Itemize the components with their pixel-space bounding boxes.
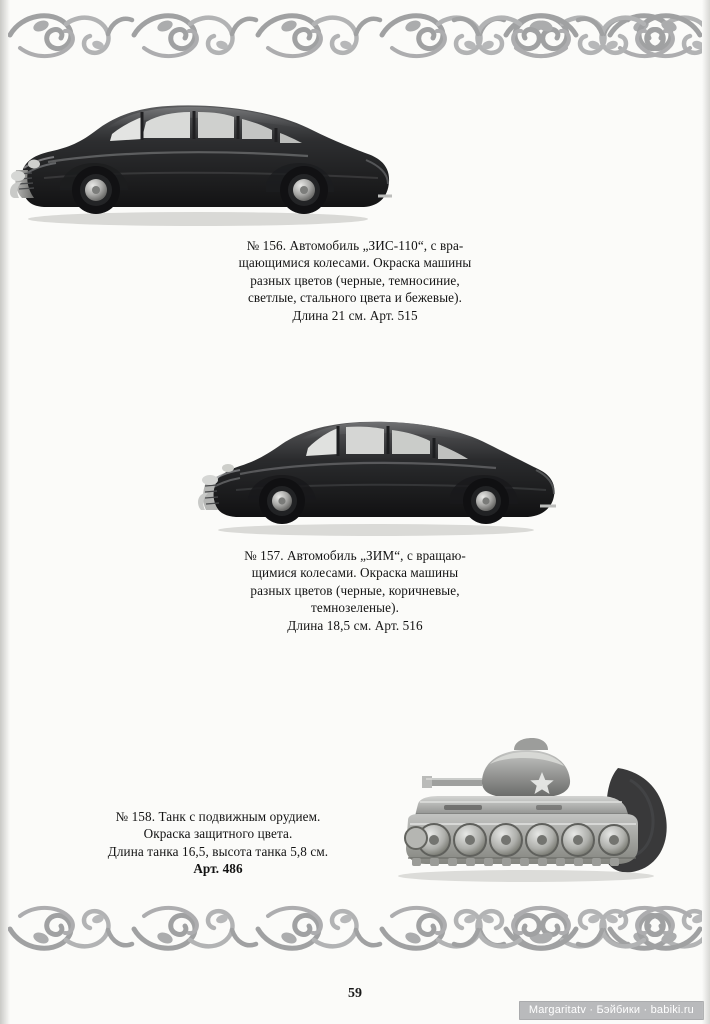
caption-tank [58,808,378,878]
toy-car-zis-110-photo [8,86,710,231]
caption-line: разных цветов (черные, коричневые, [250,582,460,598]
caption-zim [0,547,710,634]
catalog-item-zim [0,404,710,634]
ornament-border-top [8,8,702,62]
catalog-item-zis-110 [0,86,710,324]
caption-line: № 158. Танк с подвижным орудием. [115,809,321,824]
caption-line: разных цветов (черные, темносиние, [250,272,460,288]
caption-line-article: Длина 21 см. Арт. 515 [292,307,418,323]
caption-line: щимися колесами. Окраска машины [251,565,459,581]
watermark-label: Margaritatv · Бэйбики · babiki.ru [519,1001,704,1020]
caption-line: № 156. Автомобиль „ЗИС-110“, с вра- [246,238,464,253]
caption-line-article: Длина 18,5 см. Арт. 516 [287,617,423,633]
caption-line: Длина танка 16,5, высота танка 5,8 см. [107,843,329,859]
toy-car-zim-photo [196,404,710,539]
ornament-border-bottom [8,902,702,956]
caption-line: щающимися колесами. Окраска машины [238,255,472,271]
caption-zis-110 [0,237,710,324]
caption-line: светлые, стального цвета и бежевые). [247,290,463,306]
page-number: 59 [348,986,362,1001]
caption-line: № 157. Автомобиль „ЗИМ“, с вращаю- [244,548,466,563]
catalog-item-tank [0,712,710,902]
caption-line: темнозеленые). [311,600,399,616]
caption-line-article: Арт. 486 [193,861,243,877]
caption-line: Окраска защитного цвета. [143,826,293,842]
toy-tank-photo [386,720,686,890]
